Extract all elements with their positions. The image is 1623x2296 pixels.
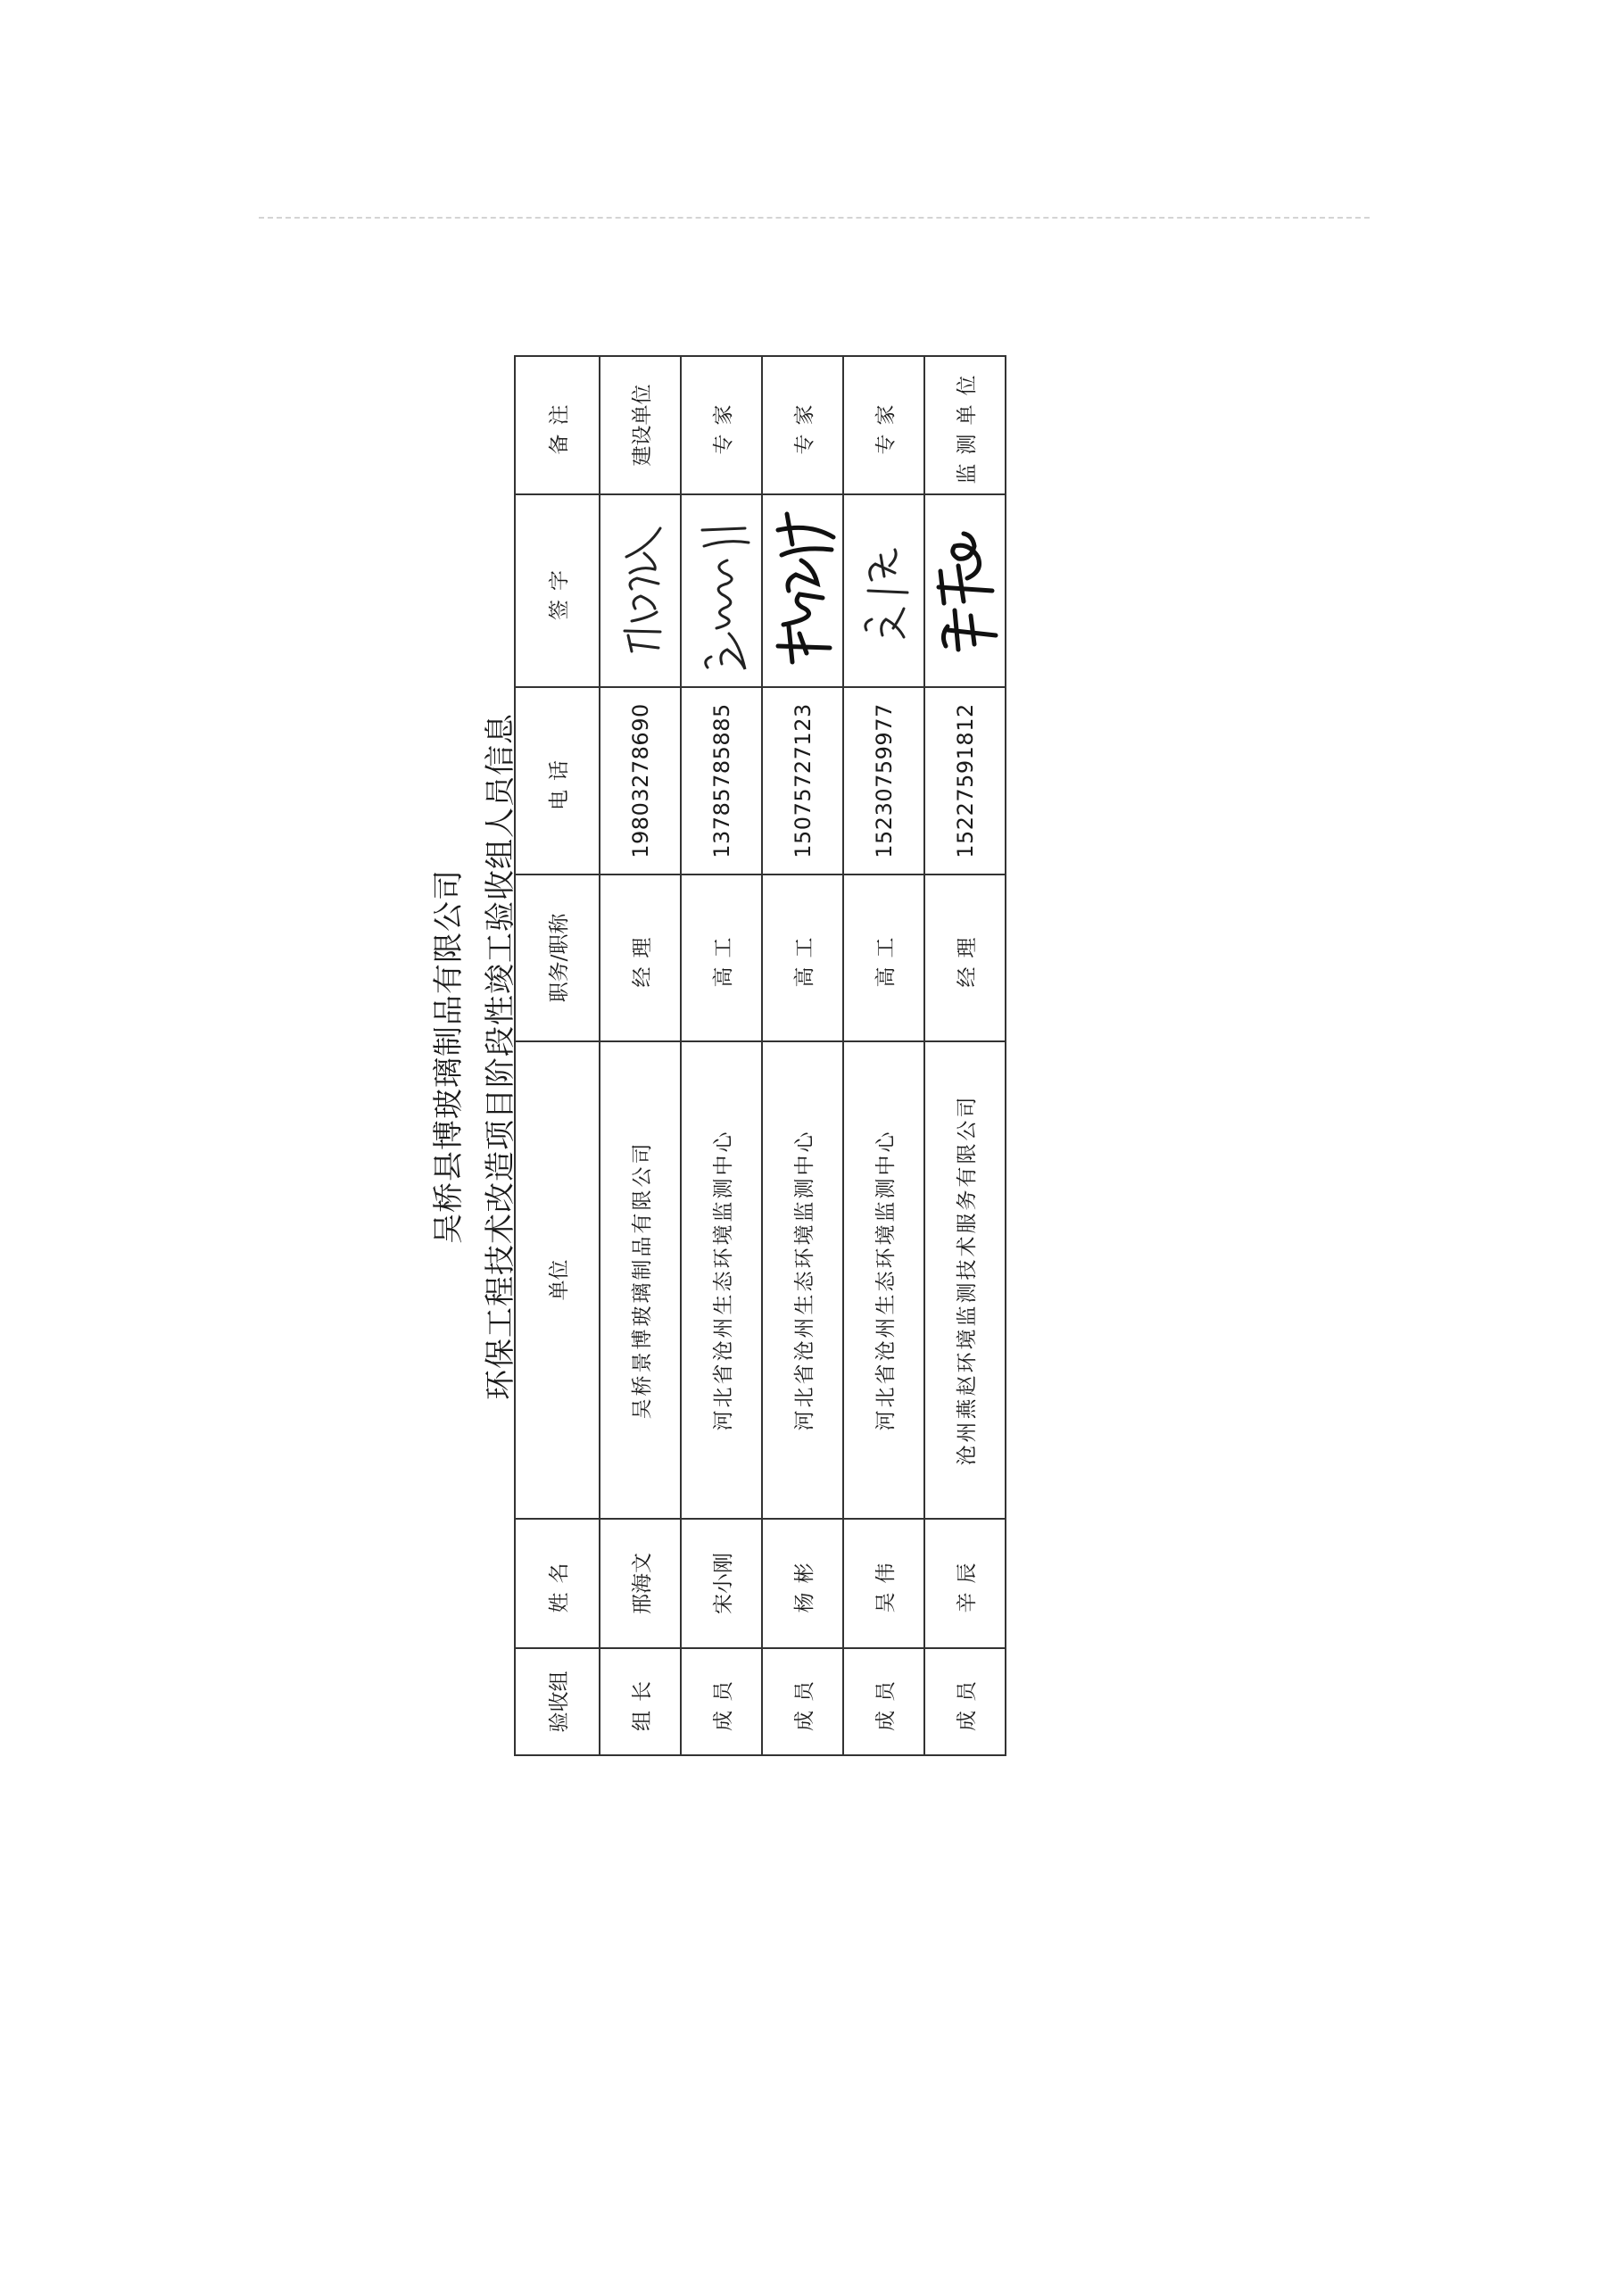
cell-title: 经理 xyxy=(600,874,681,1041)
cell-name: 邢海文 xyxy=(600,1519,681,1648)
cell-unit: 河北省沧州生态环境监测中心 xyxy=(762,1041,843,1519)
cell-unit: 河北省沧州生态环境监测中心 xyxy=(843,1041,924,1519)
cell-title: 高工 xyxy=(681,874,762,1041)
cell-signature xyxy=(600,494,681,687)
handwritten-signature-2 xyxy=(686,501,758,680)
cell-name: 辛辰 xyxy=(924,1519,1006,1648)
header-unit: 单位 xyxy=(515,1041,600,1519)
table-row xyxy=(762,356,843,1755)
acceptance-team-table xyxy=(514,355,1006,1756)
handwritten-signature-5 xyxy=(928,510,1003,671)
cell-title: 高工 xyxy=(762,874,843,1041)
table-row xyxy=(600,356,681,1755)
cell-signature xyxy=(924,494,1006,687)
cell-phone: 19803278690 xyxy=(600,687,681,874)
cell-unit: 河北省沧州生态环境监测中心 xyxy=(681,1041,762,1519)
company-title: 吴桥县博玻璃制品有限公司 xyxy=(431,869,467,1244)
cell-group: 成员 xyxy=(924,1648,1006,1755)
cell-note: 专家 xyxy=(681,356,762,494)
cell-note: 监测单位 xyxy=(924,356,1006,494)
table-row xyxy=(681,356,762,1755)
scan-edge-line xyxy=(259,217,1370,219)
handwritten-signature-1 xyxy=(605,510,676,671)
cell-name: 宋小刚 xyxy=(681,1519,762,1648)
header-title: 职务/职称 xyxy=(515,874,600,1041)
cell-title: 高工 xyxy=(843,874,924,1041)
cell-name: 杨彬 xyxy=(762,1519,843,1648)
cell-note: 专家 xyxy=(762,356,843,494)
cell-phone: 15075727123 xyxy=(762,687,843,874)
cell-group: 组长 xyxy=(600,1648,681,1755)
cell-unit: 沧州燕赵环境监测技术服务有限公司 xyxy=(924,1041,1006,1519)
cell-signature xyxy=(762,494,843,687)
cell-group: 成员 xyxy=(843,1648,924,1755)
header-group: 验收组 xyxy=(515,1648,600,1755)
cell-signature xyxy=(681,494,762,687)
header-note: 备注 xyxy=(515,356,600,494)
cell-phone: 15227591812 xyxy=(924,687,1006,874)
cell-group: 成员 xyxy=(681,1648,762,1755)
cell-phone: 15230759977 xyxy=(843,687,924,874)
cell-name: 吴伟 xyxy=(843,1519,924,1648)
table-row xyxy=(843,356,924,1755)
table-header-row xyxy=(515,356,600,1755)
cell-group: 成员 xyxy=(762,1648,843,1755)
header-name: 姓名 xyxy=(515,1519,600,1648)
cell-title: 经理 xyxy=(924,874,1006,1041)
cell-unit: 吴桥景博玻璃制品有限公司 xyxy=(600,1041,681,1519)
table-row xyxy=(924,356,1006,1755)
header-signature: 签字 xyxy=(515,494,600,687)
handwritten-signature-4 xyxy=(849,519,920,662)
header-phone: 电话 xyxy=(515,687,600,874)
cell-signature xyxy=(843,494,924,687)
cell-note: 专家 xyxy=(843,356,924,494)
rotated-page-content xyxy=(424,343,1048,1770)
cell-note: 建设单位 xyxy=(600,356,681,494)
document-subtitle: 环保工程技术改造项目阶段性竣工验收组人员信息 xyxy=(483,713,518,1400)
handwritten-signature-3 xyxy=(766,501,840,680)
cell-phone: 13785785885 xyxy=(681,687,762,874)
